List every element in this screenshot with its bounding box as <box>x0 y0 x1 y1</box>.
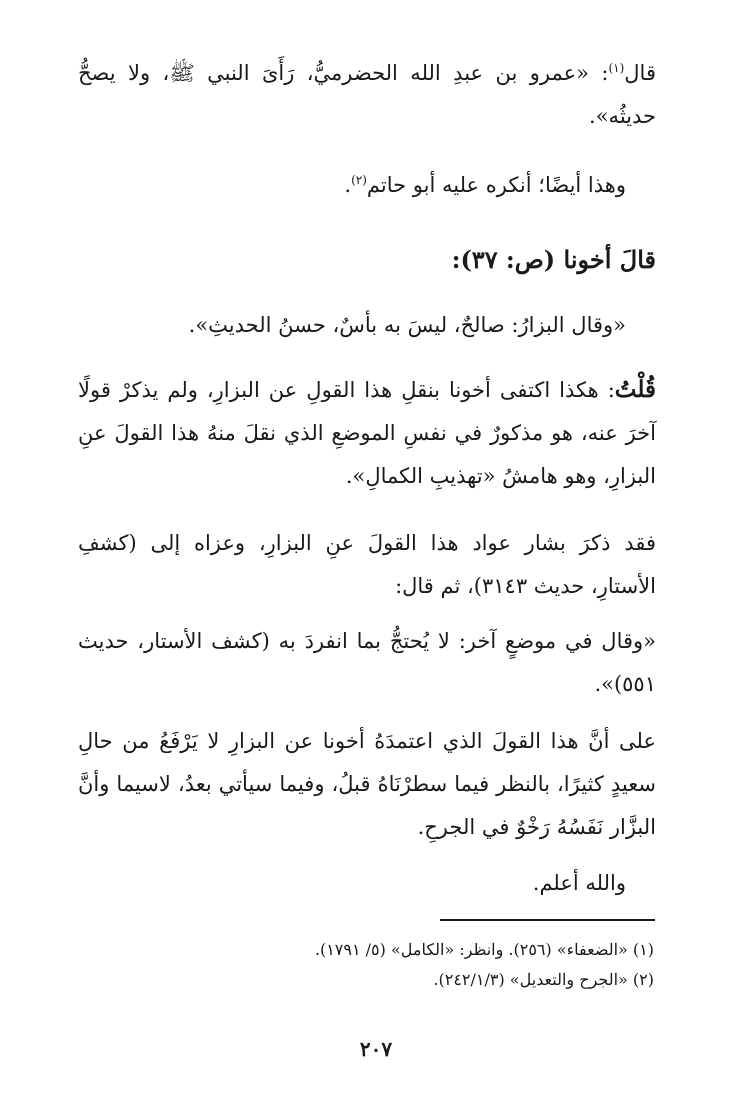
footnote-divider <box>440 919 655 921</box>
footnote-2: (٢) «الجرح والتعديل» (٢٤٢/١/٣). <box>433 970 654 989</box>
paragraph-3-text: : هكذا اكتفى أخونا بنقلِ هذا القولِ عن البزارِ، ولم يذكرْ قولًا آخرَ عنه، هو مذكورٌ في نفسِ الموضعِ الذي نقلَ منهُ هذا القولَ عنِ البزارِ، وهو هامشُ «تهذيبِ الكمالِ». <box>78 378 656 488</box>
paragraph-3 <box>78 368 656 498</box>
paragraph-2-post: . <box>344 173 352 197</box>
footnote-ref-2: (٢) <box>351 173 367 187</box>
paragraph-7: والله أعلم. <box>532 871 626 895</box>
paragraph-4: فقد ذكرَ بشار عواد هذا القولَ عنِ البزارِ، وعزاه إلى (كشفِ الأستارِ، حديث ٣١٤٣)، ثم قال: <box>78 531 656 598</box>
paragraph-5: «وقال في موضعٍ آخر: لا يُحتجُّ بما انفردَ به (كشف الأستار، حديث ٥٥١)». <box>78 629 656 696</box>
section-heading: قالَ أخونا (ص: ٣٧): <box>451 245 656 274</box>
paragraph-1-pre: قال <box>624 61 656 85</box>
footnote-1: (١) «الضعفاء» (٢٥٦). وانظر: «الكامل» (٥/ ١٧٩١). <box>314 940 654 959</box>
paragraph-1-post: : «عمرو بن عبدِ الله الحضرميُّ، رَأَىَ النبي ﷺ، ولا يصحُّ حديثُه». <box>78 61 656 128</box>
quote-paragraph: «وقال البزارُ: صالحٌ، ليسَ به بأسٌ، حسنُ الحديثِ». <box>188 313 626 337</box>
page-number: ٢٠٧ <box>359 1037 393 1061</box>
paragraph-3-lead: قُلْتُ <box>614 376 656 403</box>
footnote-ref-1: (١) <box>608 61 625 75</box>
paragraph-2-pre: وهذا أيضًا؛ أنكره عليه أبو حاتم <box>366 173 626 197</box>
paragraph-2 <box>78 164 626 207</box>
paragraph-1 <box>78 52 656 138</box>
paragraph-6: على أنَّ هذا القولَ الذي اعتمدَهُ أخونا عن البزارِ لا يَرْفَعُ من حالِ سعيدٍ كثيرًا، بالنظر فيما سطرْنَاهُ قبلُ، وفيما سيأتي بعدُ، لاسيما وأنَّ البزَّار نَفَسُهُ رَخْوٌ في الجرحِ. <box>78 729 656 839</box>
